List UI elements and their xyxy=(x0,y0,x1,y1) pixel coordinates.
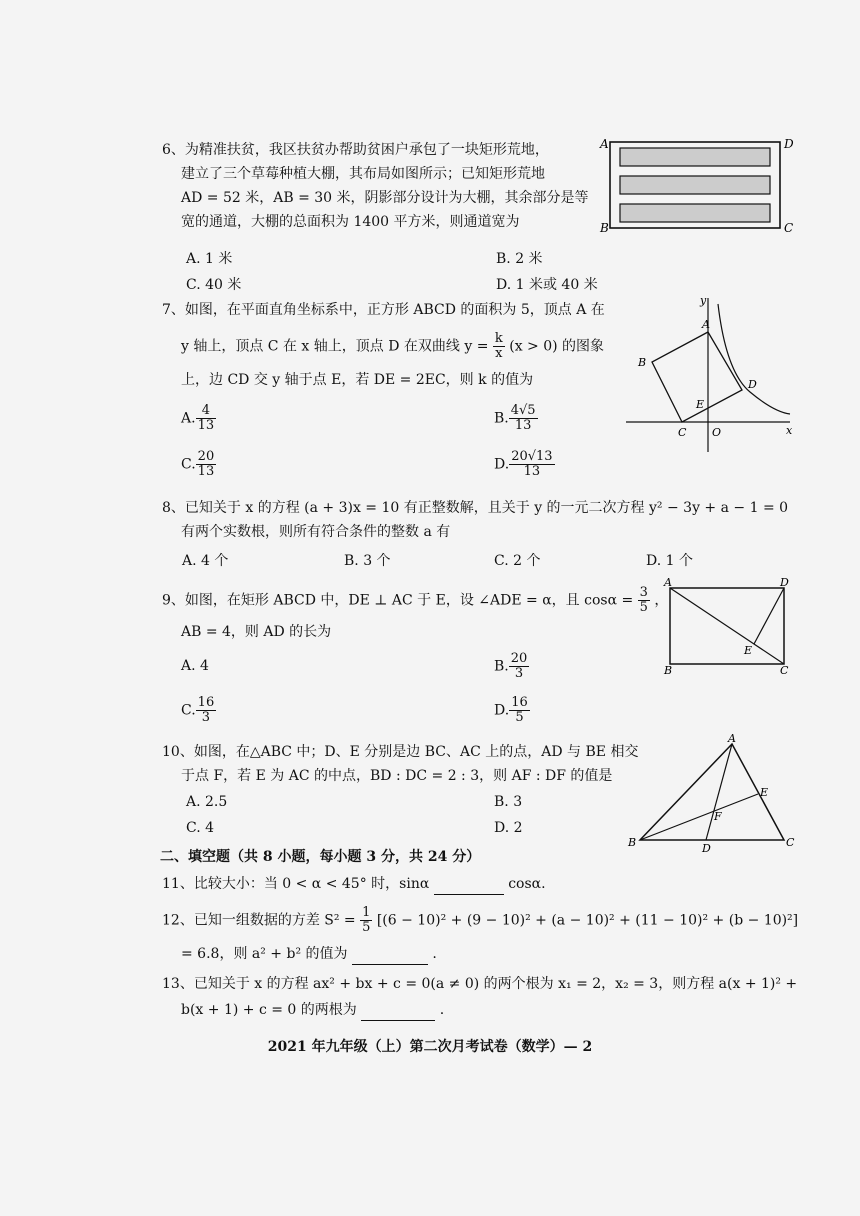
q8-line2: 有两个实数根，则所有符合条件的整数 a 有 xyxy=(181,524,451,540)
svg-text:C: C xyxy=(780,664,789,676)
svg-text:F: F xyxy=(714,810,722,823)
label-c: C xyxy=(784,221,794,235)
diagonal-ac xyxy=(670,588,784,664)
q7-line3: 上，边 CD 交 y 轴于点 E，若 DE = 2EC，则 k 的值为 xyxy=(181,372,534,388)
svg-text:B: B xyxy=(638,356,647,369)
svg-text:C: C xyxy=(786,836,795,849)
q9-option-b: B. $\frac{20}{3}$ xyxy=(494,651,528,681)
q10-line2: 于点 F，若 E 为 AC 的中点，BD : DC = 2 : 3，则 AF : DF 的值是 xyxy=(181,768,613,784)
q6-option-a: A. 1 米 xyxy=(186,251,233,267)
q7-option-c: C. $\frac{20}{13}$ xyxy=(181,449,215,479)
q7-figure xyxy=(622,292,798,458)
q11: 11、比较大小：当 0 < α < 45° 时，sinα cosα. xyxy=(162,874,546,895)
q7-option-a: A. $\frac{4}{13}$ xyxy=(181,403,215,433)
greenhouse-1 xyxy=(620,148,770,166)
q7-option-d: D. $\frac{20√13}{13}$ xyxy=(494,449,553,479)
segment-de xyxy=(754,588,784,644)
q8-option-d: D. 1 个 xyxy=(646,553,693,569)
q6-figure xyxy=(598,136,798,236)
svg-text:A: A xyxy=(702,318,710,331)
q10-option-b: B. 3 xyxy=(494,794,523,810)
q9-option-a: A. 4 xyxy=(181,658,209,674)
svg-text:E: E xyxy=(744,644,753,657)
label-d: D xyxy=(784,137,794,151)
q12-line1: 12、已知一组数据的方差 S² = $\frac{1}{5}$ [(6 − 10)² + (9 − 10)² + (a − 10)² + (11 − 10)² + (b − 10)²] xyxy=(162,905,799,935)
svg-text:B: B xyxy=(628,836,637,849)
q12-answer-blank[interactable] xyxy=(352,944,428,965)
q6-option-c: C. 40 米 xyxy=(186,277,242,293)
q9-option-c: C. $\frac{16}{3}$ xyxy=(181,695,215,725)
svg-text:A: A xyxy=(728,732,736,745)
svg-text:E: E xyxy=(696,398,705,411)
q13-line1: 13、已知关于 x 的方程 ax² + bx + c = 0(a ≠ 0) 的两个根为 x₁ = 2，x₂ = 3，则方程 a(x + 1)² + xyxy=(162,976,798,992)
q13-line2: b(x + 1) + c = 0 的两根为 . xyxy=(181,1000,444,1021)
svg-text:D: D xyxy=(702,842,711,855)
greenhouse-3 xyxy=(620,204,770,222)
q6-line1: 6、为精准扶贫，我区扶贫办帮助贫困户承包了一块矩形荒地， xyxy=(162,142,549,158)
q7-line2: y 轴上，顶点 C 在 x 轴上，顶点 D 在双曲线 y = $\frac{k}{x}$ (x > 0) 的图象 xyxy=(181,331,605,361)
q8-line1: 8、已知关于 x 的方程 (a + 3)x = 10 有正整数解，且关于 y 的一元二次方程 y² − 3y + a − 1 = 0 xyxy=(162,500,789,516)
svg-text:D: D xyxy=(780,576,789,589)
q6-option-d: D. 1 米或 40 米 xyxy=(496,277,598,293)
q10-option-d: D. 2 xyxy=(494,820,523,836)
svg-text:C: C xyxy=(678,426,687,439)
svg-text:B: B xyxy=(664,664,673,676)
q11-answer-blank[interactable] xyxy=(434,874,504,895)
q9-option-d: D. $\frac{16}{5}$ xyxy=(494,695,528,725)
q8-option-c: C. 2 个 xyxy=(494,553,541,569)
q6-line4: 宽的通道，大棚的总面积为 1400 平方米，则通道宽为 xyxy=(181,214,520,230)
svg-text:D: D xyxy=(748,378,757,391)
svg-text:E: E xyxy=(760,786,769,799)
q13-answer-blank[interactable] xyxy=(361,1000,435,1021)
svg-text:x: x xyxy=(786,424,793,437)
section-fill-in-title: 二、填空题（共 8 小题，每小题 3 分，共 24 分） xyxy=(160,849,481,865)
label-b: B xyxy=(600,221,609,235)
q10-option-c: C. 4 xyxy=(186,820,215,836)
q10-figure xyxy=(626,732,798,856)
k-over-x: $\frac{k}{x}$ xyxy=(494,331,503,361)
segment-be xyxy=(640,794,758,840)
q8-option-b: B. 3 个 xyxy=(344,553,391,569)
label-a: A xyxy=(600,137,609,151)
q9-line2: AB = 4，则 AD 的长为 xyxy=(181,624,332,640)
q9-figure xyxy=(660,576,798,676)
q7-option-b: B. $\frac{4√5}{13}$ xyxy=(494,403,536,433)
q6-line2: 建立了三个草莓种植大棚，其布局如图所示；已知矩形荒地 xyxy=(181,166,545,182)
q6-line3: AD = 52 米，AB = 30 米，阴影部分设计为大棚，其余部分是等 xyxy=(181,190,589,206)
svg-text:y: y xyxy=(700,294,707,307)
page-footer: 2021 年九年级（上）第二次月考试卷（数学）— 2 xyxy=(267,1039,593,1055)
q12-line2: = 6.8，则 a² + b² 的值为 . xyxy=(181,944,437,965)
q7-line1: 7、如图，在平面直角坐标系中，正方形 ABCD 的面积为 5，顶点 A 在 xyxy=(162,302,605,318)
q8-option-a: A. 4 个 xyxy=(182,553,229,569)
q9-line1: 9、如图，在矩形 ABCD 中，DE ⊥ AC 于 E，设 ∠ADE = α，且 cosα = $\frac{3}{5}$ ， xyxy=(162,585,669,615)
greenhouse-2 xyxy=(620,176,770,194)
svg-text:O: O xyxy=(712,426,722,439)
cos-fraction: $\frac{3}{5}$ xyxy=(639,585,648,615)
svg-text:A: A xyxy=(664,576,672,589)
q10-line1: 10、如图，在△ABC 中；D、E 分别是边 BC、AC 上的点，AD 与 BE 相交 xyxy=(162,744,639,760)
q10-option-a: A. 2.5 xyxy=(186,794,228,810)
q6-option-b: B. 2 米 xyxy=(496,251,543,267)
